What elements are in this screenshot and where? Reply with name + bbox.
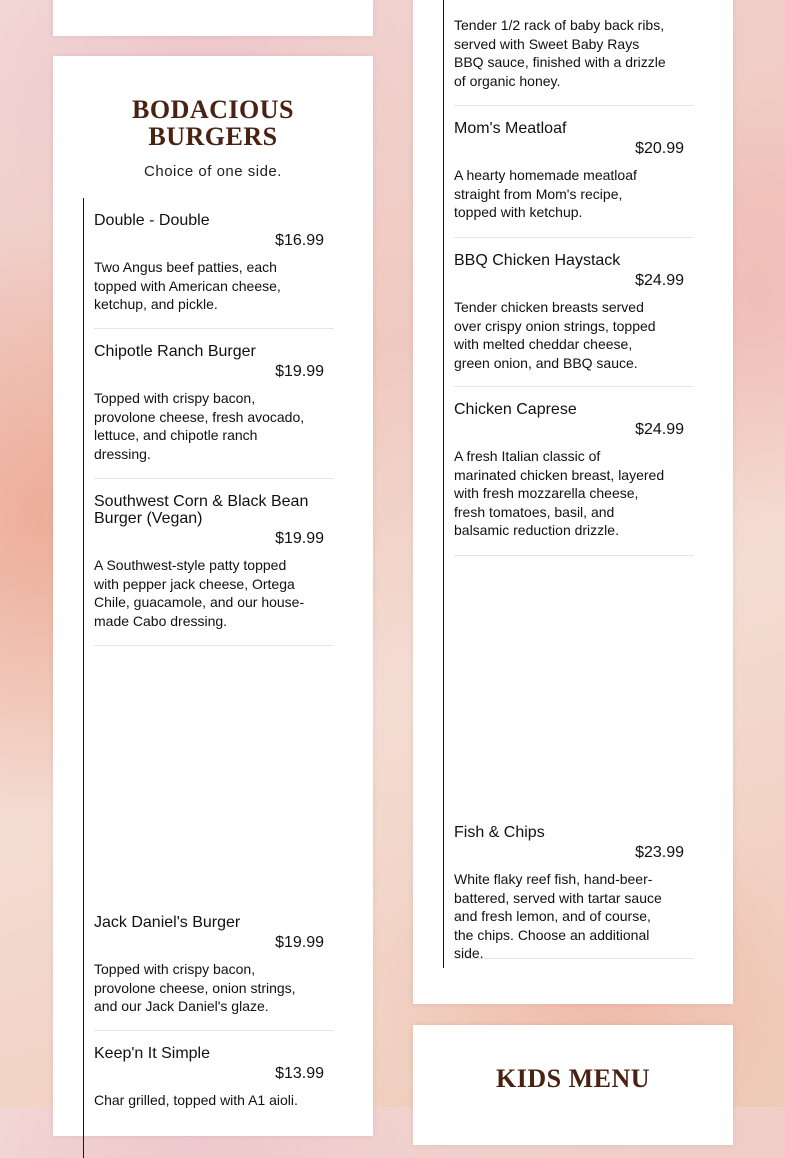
section-subtitle: Choice of one side. xyxy=(144,163,282,180)
item-name: Fish & Chips xyxy=(454,824,545,841)
menu-item-list xyxy=(83,198,344,1158)
item-price: $24.99 xyxy=(635,421,684,438)
item-description: Topped with crispy bacon, provolone cheese, onion strings, and our Jack Daniel's glaze. xyxy=(94,961,296,1015)
menu-item[interactable] xyxy=(454,401,694,556)
menu-item[interactable] xyxy=(454,120,694,238)
item-price: $16.99 xyxy=(275,232,324,249)
item-price: $23.99 xyxy=(635,844,684,861)
item-description: Topped with crispy bacon, provolone cheese, fresh avocado, lettuce, and chipotle ranch dressing. xyxy=(94,390,305,462)
menu-item[interactable] xyxy=(454,0,694,106)
menu-item[interactable] xyxy=(454,252,694,387)
menu-item[interactable] xyxy=(94,212,334,329)
item-price: $20.99 xyxy=(635,140,684,157)
item-description: Two Angus beef patties, each topped with American cheese, ketchup, and pickle. xyxy=(94,259,281,313)
item-description: A Southwest-style patty topped with pepper jack cheese, Ortega Chile, guacamole, and our house-made Cabo dressing. xyxy=(94,557,305,629)
section-title-line1: BODACIOUS xyxy=(132,95,294,124)
kids-section-card xyxy=(413,1025,733,1145)
entrees-section-card xyxy=(413,0,733,1004)
item-name: Chicken Caprese xyxy=(454,401,577,418)
menu-item[interactable] xyxy=(94,493,334,646)
item-name: Mom's Meatloaf xyxy=(454,120,567,137)
item-description: White flaky reef fish, hand-beer-battered, served with tartar sauce and fresh lemon, and of course, the chips. Choose an additional side. xyxy=(454,871,662,962)
item-price xyxy=(635,0,684,1)
menu-item[interactable] xyxy=(94,1045,334,1145)
menu-item[interactable] xyxy=(454,824,694,962)
item-description: A hearty homemade meatloaf straight from Mom's recipe, topped with ketchup. xyxy=(454,167,637,221)
section-title-line2: BURGERS xyxy=(148,122,278,151)
previous-section-card xyxy=(53,0,373,36)
item-price: $13.99 xyxy=(275,1065,324,1082)
item-price: $19.99 xyxy=(275,363,324,380)
item-name: Jack Daniel's Burger xyxy=(94,914,241,931)
menu-item[interactable] xyxy=(94,343,334,479)
item-price: $19.99 xyxy=(275,934,324,951)
menu-item[interactable] xyxy=(94,914,334,1031)
section-title xyxy=(53,96,373,150)
item-description: A fresh Italian classic of marinated chicken breast, layered with fresh mozzarella cheese, fresh tomatoes, basil, and balsamic reduction drizzle. xyxy=(454,448,665,539)
item-name: Keep'n It Simple xyxy=(94,1045,211,1062)
item-description: Tender 1/2 rack of baby back ribs, served with Sweet Baby Rays BBQ sauce, finished with a drizzle of organic honey. xyxy=(454,17,666,89)
menu-item-list xyxy=(443,0,704,968)
item-price: $24.99 xyxy=(635,272,684,289)
item-name: Southwest Corn & Black Bean Burger (Vegan) xyxy=(94,493,309,527)
item-name: Double - Double xyxy=(94,212,210,229)
burgers-section-card xyxy=(53,56,373,1136)
item-name: BBQ Chicken Haystack xyxy=(454,252,621,269)
item-description: Tender chicken breasts served over crispy onion strings, topped with melted cheddar cheese, green onion, and BBQ sauce. xyxy=(454,299,656,371)
item-description: Char grilled, topped with A1 aioli. xyxy=(94,1092,298,1108)
item-name: Chipotle Ranch Burger xyxy=(94,343,256,360)
item-price: $19.99 xyxy=(275,530,324,547)
section-title: KIDS MENU xyxy=(495,1064,650,1093)
